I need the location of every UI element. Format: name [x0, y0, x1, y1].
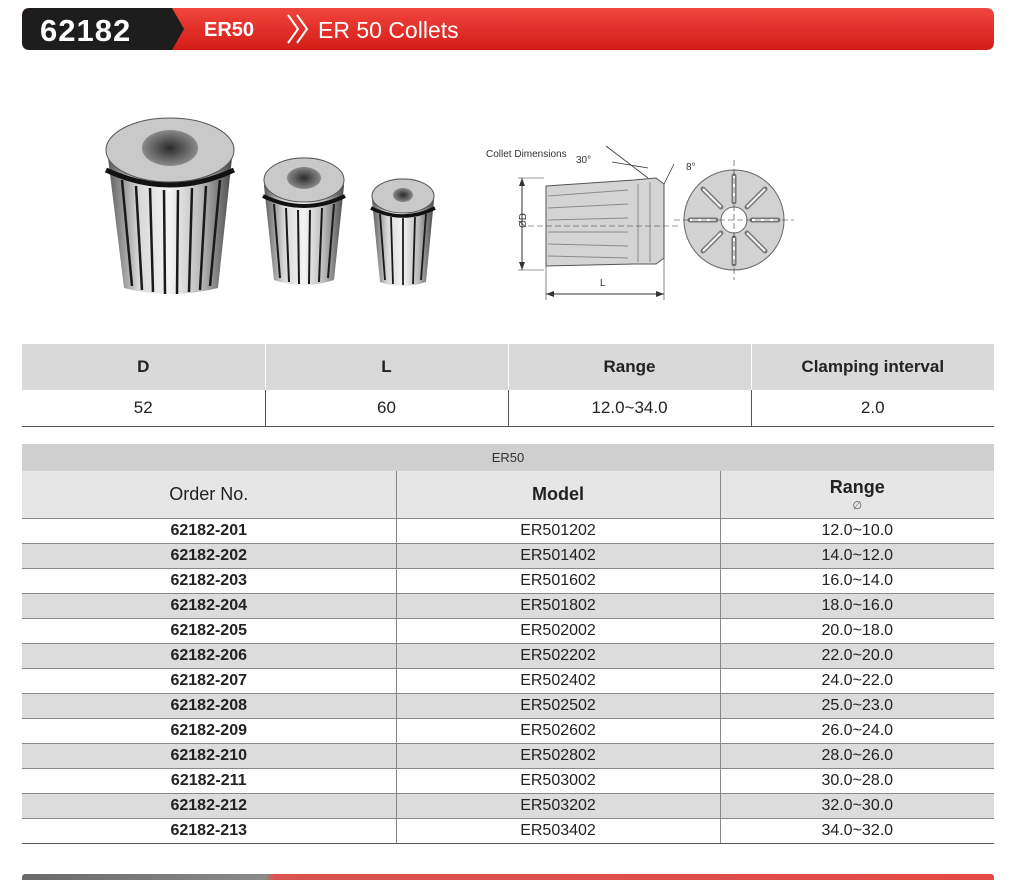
- series-label: ER50: [204, 19, 255, 41]
- table-row: [22, 694, 994, 719]
- table-row: [22, 544, 994, 569]
- range: 16.0~14.0: [720, 569, 994, 594]
- table-row: [22, 619, 994, 644]
- model: ER503402: [396, 819, 720, 844]
- diagram-angle-top: 30°: [576, 155, 592, 166]
- table-row: [22, 644, 994, 669]
- order-no: 62182-206: [22, 644, 396, 669]
- spec-l-value: 60: [265, 390, 508, 427]
- diagram-angle-side: 8°: [686, 162, 696, 173]
- spec-header-l: L: [265, 344, 508, 390]
- range: 25.0~23.0: [720, 694, 994, 719]
- range: 30.0~28.0: [720, 769, 994, 794]
- model: ER501402: [396, 544, 720, 569]
- range: 32.0~30.0: [720, 794, 994, 819]
- order-no: 62182-210: [22, 744, 396, 769]
- spec-header-row: [22, 344, 994, 390]
- model: ER501602: [396, 569, 720, 594]
- page-title: ER 50 Collets: [318, 17, 459, 43]
- order-no: 62182-211: [22, 769, 396, 794]
- small-collet: [371, 177, 435, 286]
- range: 24.0~22.0: [720, 669, 994, 694]
- medium-collet: [263, 156, 345, 285]
- model: ER502602: [396, 719, 720, 744]
- order-no: 62182-205: [22, 619, 396, 644]
- order-header-order-no: Order No.: [22, 471, 396, 519]
- chevron-right-icon: [284, 12, 314, 46]
- range: 28.0~26.0: [720, 744, 994, 769]
- order-header-model: Model: [396, 471, 720, 519]
- spec-header-range: Range: [508, 344, 751, 390]
- table-row: [22, 569, 994, 594]
- order-no: 62182-213: [22, 819, 396, 844]
- order-no: 62182-212: [22, 794, 396, 819]
- table-row: [22, 744, 994, 769]
- order-no: 62182-208: [22, 694, 396, 719]
- order-no: 62182-207: [22, 669, 396, 694]
- order-header-row: [22, 471, 994, 519]
- range: 26.0~24.0: [720, 719, 994, 744]
- diagram-dim-l: L: [600, 278, 606, 289]
- large-collet: [106, 118, 234, 294]
- order-no: 62182-202: [22, 544, 396, 569]
- table-row: [22, 594, 994, 619]
- spec-header-d: D: [22, 344, 265, 390]
- order-no: 62182-203: [22, 569, 396, 594]
- order-group-label: ER50: [22, 444, 994, 471]
- range: 14.0~12.0: [720, 544, 994, 569]
- spec-row: [22, 390, 994, 427]
- table-row: [22, 794, 994, 819]
- order-group-row: [22, 444, 994, 471]
- model: ER502502: [396, 694, 720, 719]
- diagram-caption: Collet Dimensions: [486, 149, 567, 160]
- spec-table: [22, 344, 994, 427]
- table-row: [22, 719, 994, 744]
- catalog-code: 62182: [40, 13, 132, 48]
- header-banner: [22, 8, 994, 50]
- range: 18.0~16.0: [720, 594, 994, 619]
- model: ER503202: [396, 794, 720, 819]
- order-header-range-label: Range: [829, 477, 885, 497]
- model: ER502402: [396, 669, 720, 694]
- spec-clamping-value: 2.0: [751, 390, 994, 427]
- diameter-symbol: ∅: [852, 500, 863, 512]
- table-row: [22, 819, 994, 844]
- order-no: 62182-204: [22, 594, 396, 619]
- order-table: [22, 444, 994, 844]
- range: 20.0~18.0: [720, 619, 994, 644]
- model: ER502202: [396, 644, 720, 669]
- spec-range-value: 12.0~34.0: [508, 390, 751, 427]
- spec-header-clamping: Clamping interval: [751, 344, 994, 390]
- spec-d-value: 52: [22, 390, 265, 427]
- order-header-range: [720, 471, 994, 519]
- range: 34.0~32.0: [720, 819, 994, 844]
- model: ER502002: [396, 619, 720, 644]
- collet-photos: [100, 108, 450, 303]
- next-section-banner-edge: [22, 874, 994, 880]
- order-no: 62182-209: [22, 719, 396, 744]
- order-no: 62182-201: [22, 519, 396, 544]
- model: ER503002: [396, 769, 720, 794]
- collet-dimension-diagram: [478, 140, 808, 308]
- diagram-dim-d: ØD: [518, 213, 529, 228]
- table-row: [22, 669, 994, 694]
- model: ER502802: [396, 744, 720, 769]
- banner-background: [22, 8, 994, 50]
- model: ER501802: [396, 594, 720, 619]
- range: 22.0~20.0: [720, 644, 994, 669]
- range: 12.0~10.0: [720, 519, 994, 544]
- model: ER501202: [396, 519, 720, 544]
- table-row: [22, 769, 994, 794]
- table-row: [22, 519, 994, 544]
